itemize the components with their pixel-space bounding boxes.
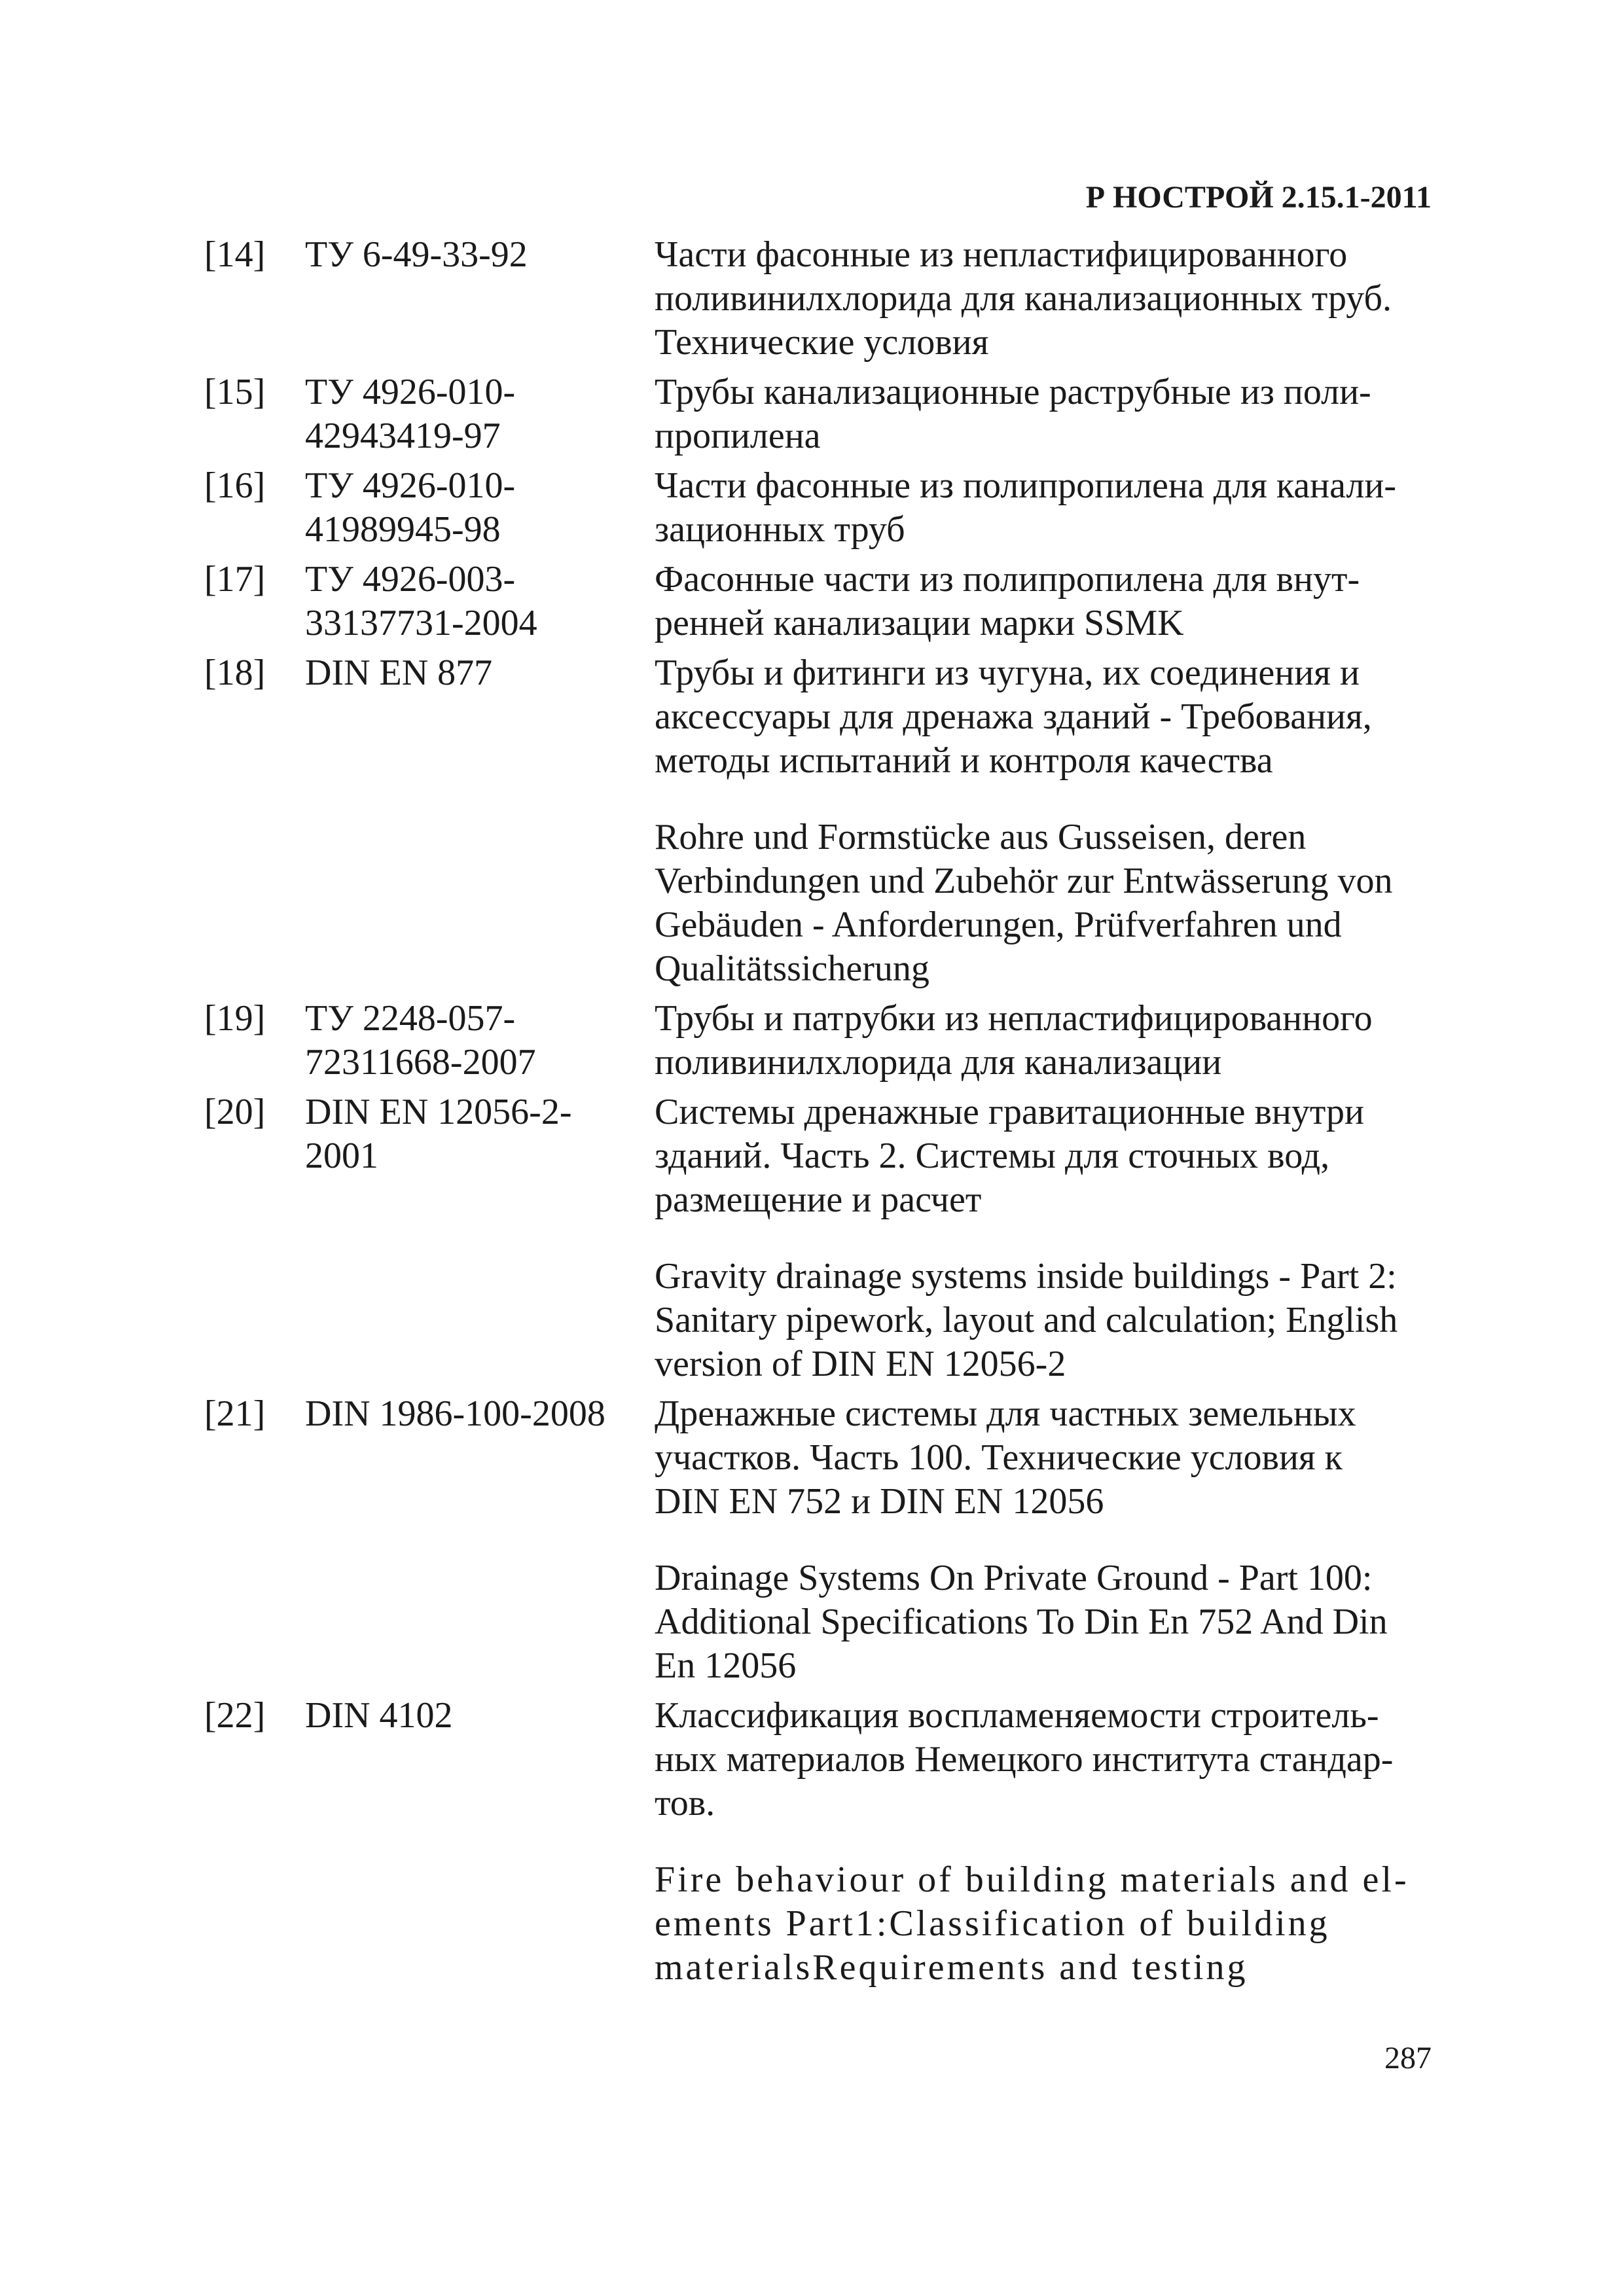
description-line: Gravity drainage systems inside buildings - Part 2: [655, 1256, 1397, 1297]
reference-number: [21] [204, 1393, 266, 1434]
description-line: тов. [655, 1783, 715, 1823]
description-line: Fire behaviour of building materials and el- [655, 1859, 1409, 1900]
reference-code-line: ТУ 4926-003- [305, 559, 516, 600]
reference-code [305, 1694, 453, 1738]
reference-description [655, 233, 1447, 365]
reference-entry [204, 1392, 1448, 1688]
reference-code-line: DIN EN 12056-2- [305, 1092, 572, 1132]
reference-entry [204, 233, 1448, 365]
description-line: поливинилхлорида для канализации [655, 1042, 1222, 1083]
description-line: Qualitätssicherung [655, 948, 929, 989]
description-line: пропилена [655, 416, 821, 456]
reference-code [305, 370, 515, 458]
description-paragraph [655, 558, 1447, 645]
description-line: ements Part1:Classification of building [655, 1903, 1330, 1944]
description-paragraph [655, 370, 1447, 458]
reference-code [305, 651, 492, 695]
reference-number: [14] [204, 234, 266, 275]
description-line: Технические условия [655, 322, 989, 363]
description-line: Gebäuden - Anforderungen, Prüfverfahren und [655, 905, 1342, 945]
description-line: аксессуары для дренажа зданий - Требования, [655, 696, 1372, 737]
description-line: Трубы и патрубки из непластифицированного [655, 998, 1373, 1039]
description-paragraph [655, 651, 1447, 783]
reference-code-line: DIN 4102 [305, 1695, 453, 1736]
reference-code-line: 41989945-98 [305, 509, 501, 550]
reference-code-line: ТУ 4926-010- [305, 465, 516, 506]
description-paragraph [655, 1694, 1447, 1825]
description-line: Drainage Systems On Private Ground - Part 100: [655, 1558, 1373, 1598]
description-line: Дренажные системы для частных земельных [655, 1393, 1356, 1434]
reference-code-line: ТУ 4926-010- [305, 372, 516, 412]
description-line: Verbindungen und Zubehör zur Entwässerung von [655, 861, 1393, 901]
description-line: Additional Specifications To Din En 752 And Din [655, 1602, 1388, 1642]
reference-code-line: ТУ 6-49-33-92 [305, 234, 528, 275]
reference-code-line: 72311668-2007 [305, 1042, 536, 1083]
reference-number: [20] [204, 1092, 266, 1132]
reference-description [655, 1090, 1447, 1386]
page-number: 287 [1384, 2041, 1432, 2075]
reference-description [655, 464, 1447, 552]
description-line: ных материалов Немецкого института стандар- [655, 1739, 1394, 1780]
description-line: Части фасонные из полипропилена для канали- [655, 465, 1397, 506]
description-line: зационных труб [655, 509, 905, 550]
description-paragraph [655, 1858, 1447, 1990]
reference-description [655, 1694, 1447, 1990]
description-line: методы испытаний и контроля качества [655, 740, 1273, 781]
reference-description [655, 558, 1447, 645]
reference-entry [204, 651, 1448, 991]
reference-code [305, 464, 515, 552]
description-line: ренней канализации марки SSMK [655, 603, 1184, 643]
reference-number: [19] [204, 998, 266, 1039]
description-paragraph [655, 1392, 1447, 1524]
description-line: поливинилхлорида для канализационных труб. [655, 278, 1392, 319]
reference-entry [204, 370, 1448, 458]
reference-description [655, 651, 1447, 991]
reference-description [655, 1392, 1447, 1688]
description-line: En 12056 [655, 1645, 797, 1686]
description-paragraph [655, 464, 1447, 552]
description-line: Sanitary pipework, layout and calculation; English [655, 1300, 1398, 1340]
description-line: DIN EN 752 и DIN EN 12056 [655, 1481, 1104, 1522]
description-line: размещение и расчет [655, 1179, 982, 1220]
description-paragraph [655, 1090, 1447, 1222]
reference-number: [17] [204, 559, 266, 600]
description-line: Классификация воспламеняемости строитель- [655, 1695, 1379, 1736]
reference-code [305, 1090, 571, 1178]
description-paragraph [655, 1556, 1447, 1688]
description-line: Трубы канализационные раструбные из поли- [655, 372, 1371, 412]
reference-number: [15] [204, 372, 266, 412]
reference-code-line: 33137731-2004 [305, 603, 537, 643]
reference-code [305, 233, 528, 277]
reference-code-line: DIN 1986-100-2008 [305, 1393, 605, 1434]
reference-code-line: DIN EN 877 [305, 653, 493, 693]
description-paragraph [655, 233, 1447, 365]
description-paragraph [655, 1255, 1447, 1386]
reference-code [305, 1392, 605, 1436]
reference-entry [204, 997, 1448, 1085]
description-line: Части фасонные из непластифицированного [655, 234, 1348, 275]
description-line: зданий. Часть 2. Системы для сточных вод, [655, 1136, 1330, 1176]
reference-description [655, 997, 1447, 1085]
reference-number: [18] [204, 653, 266, 693]
description-line: materialsRequirements and testing [655, 1947, 1248, 1988]
description-line: участков. Часть 100. Технические условия к [655, 1437, 1343, 1478]
reference-entry [204, 464, 1448, 552]
reference-code-line: 2001 [305, 1136, 378, 1176]
reference-number: [22] [204, 1695, 266, 1736]
reference-entry [204, 558, 1448, 645]
reference-list [204, 233, 1448, 1996]
reference-code [305, 997, 536, 1085]
reference-code-line: 42943419-97 [305, 416, 501, 456]
description-paragraph [655, 816, 1447, 991]
reference-code-line: ТУ 2248-057- [305, 998, 516, 1039]
reference-number: [16] [204, 465, 266, 506]
reference-code [305, 558, 537, 645]
description-line: Системы дренажные гравитационные внутри [655, 1092, 1365, 1132]
reference-entry [204, 1090, 1448, 1386]
document-header: Р НОСТРОЙ 2.15.1-2011 [1085, 180, 1432, 215]
description-line: Фасонные части из полипропилена для внут- [655, 559, 1360, 600]
description-paragraph [655, 997, 1447, 1085]
reference-entry [204, 1694, 1448, 1990]
description-line: version of DIN EN 12056-2 [655, 1344, 1066, 1384]
description-line: Rohre und Formstücke aus Gusseisen, deren [655, 817, 1307, 857]
description-line: Трубы и фитинги из чугуна, их соединения и [655, 653, 1360, 693]
reference-description [655, 370, 1447, 458]
